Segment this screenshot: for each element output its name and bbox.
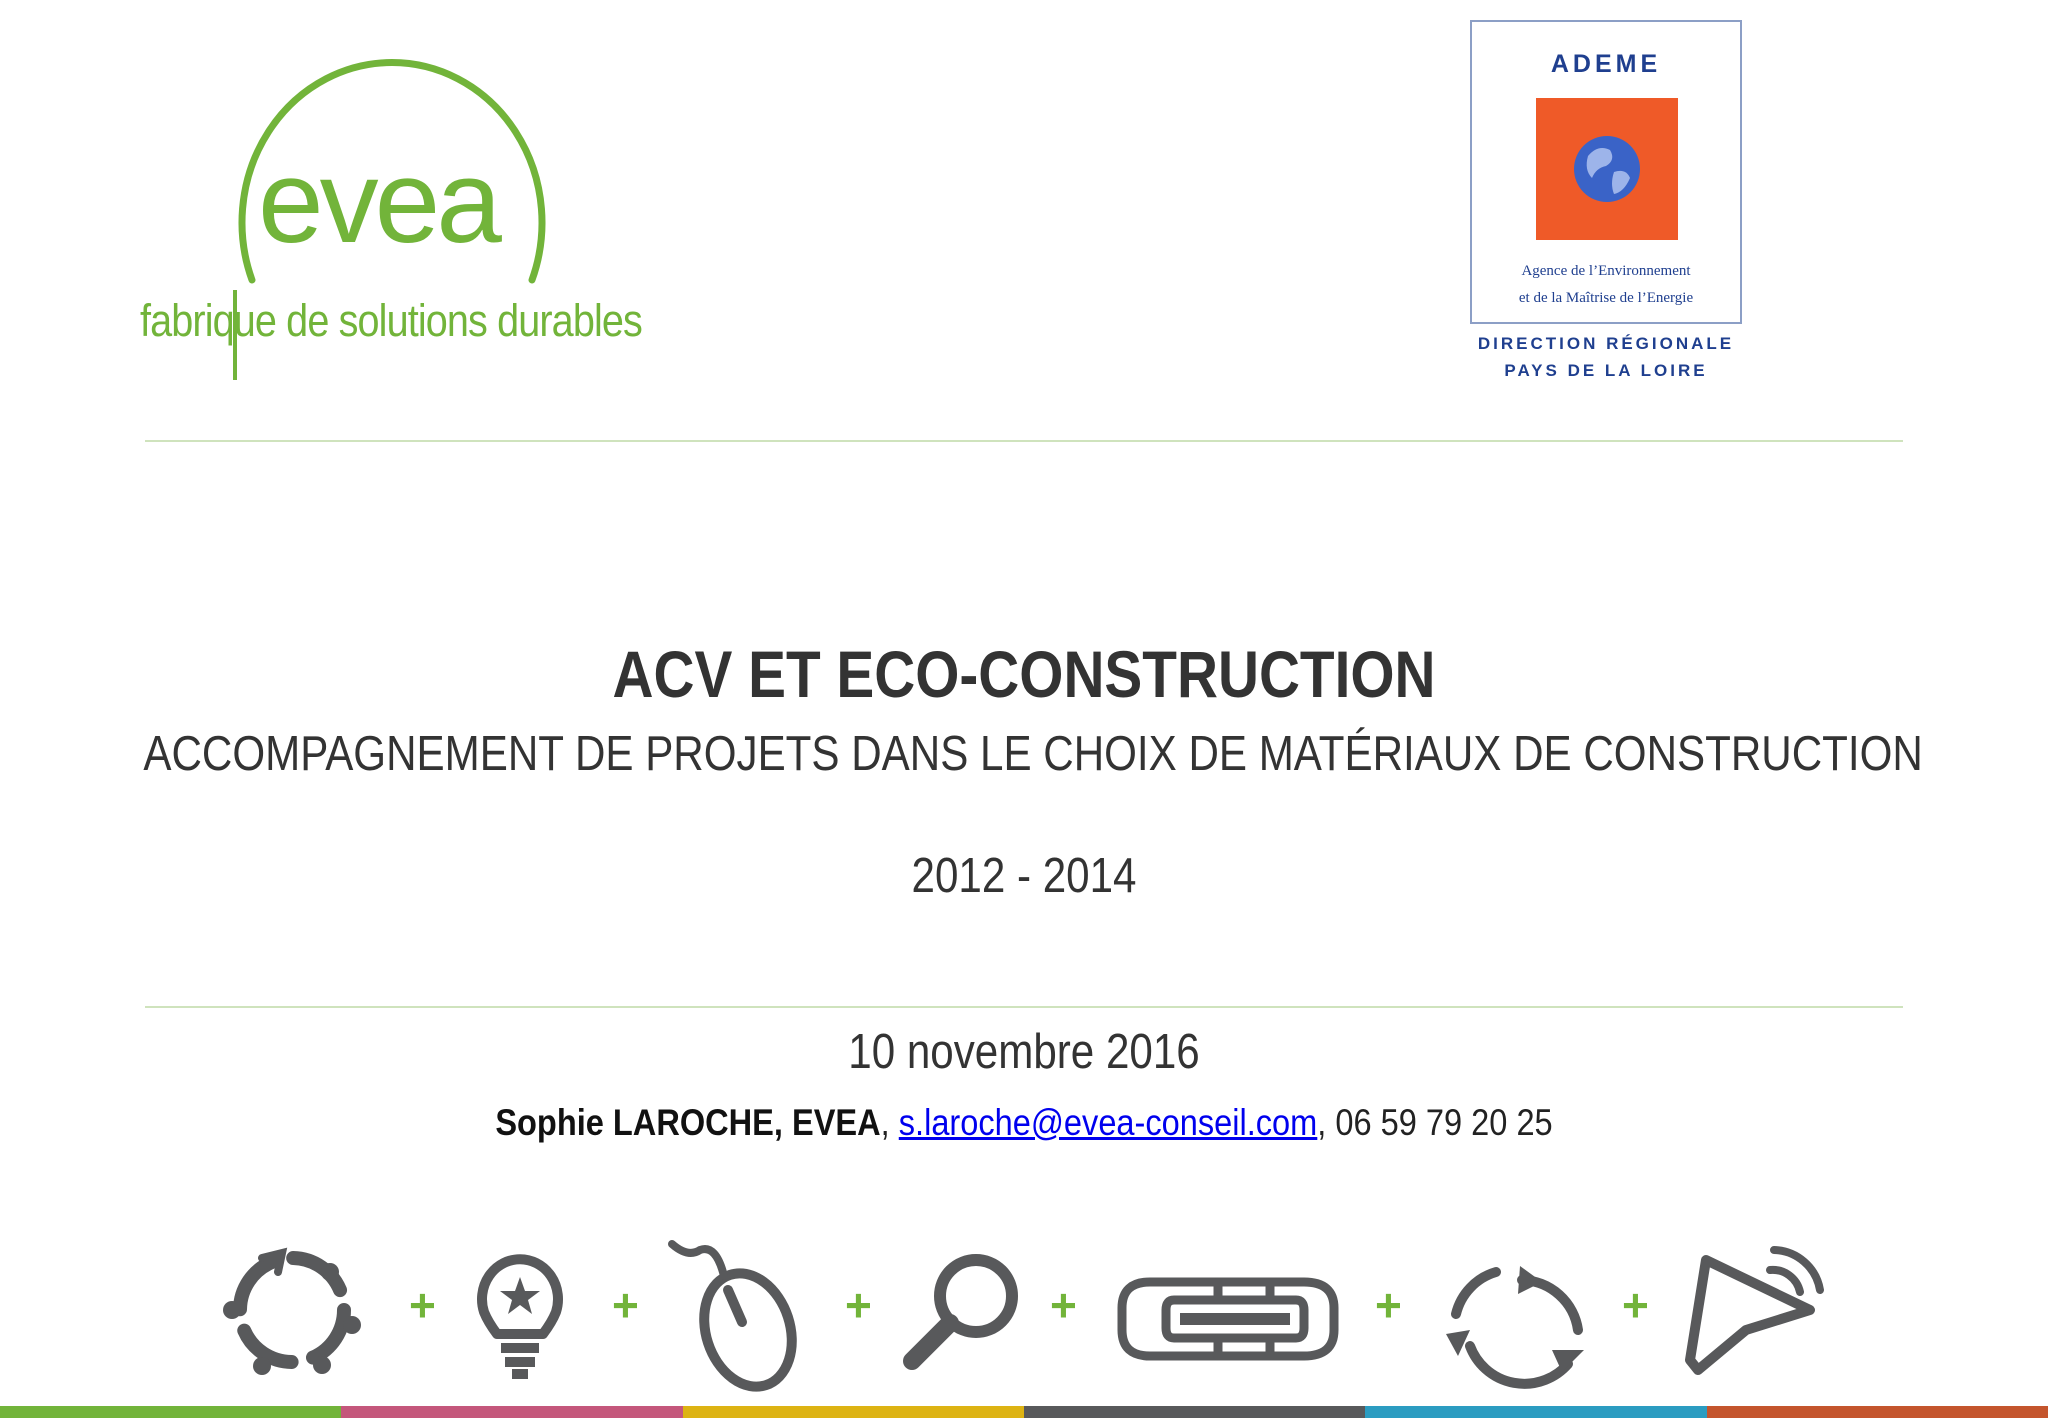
color-stripe-bar xyxy=(0,1406,2048,1418)
lightbulb-icon xyxy=(482,1259,558,1374)
contact-line xyxy=(123,1102,1925,1144)
evea-tagline: fabrique de solutions durables xyxy=(140,295,642,346)
color-stripe xyxy=(683,1406,1024,1418)
collaboration-icon xyxy=(223,1253,361,1375)
plus-sign: + xyxy=(845,1279,872,1331)
globe-icon xyxy=(1536,98,1678,240)
presentation-date: 10 novembre 2016 xyxy=(848,1025,1200,1079)
top-divider xyxy=(145,440,1903,442)
contact-email-link[interactable]: s.laroche@evea-conseil.com xyxy=(898,1102,1318,1143)
contact-separator: , xyxy=(1317,1102,1336,1143)
bottom-divider xyxy=(145,1006,1903,1008)
ademe-agency-line-1: Agence de l’Environnement xyxy=(1521,263,1691,279)
magnifier-icon xyxy=(912,1260,1012,1361)
ademe-logo-frame xyxy=(1470,20,1742,324)
ademe-orange-square xyxy=(1536,98,1678,240)
contact-phone: 06 59 79 20 25 xyxy=(1335,1102,1553,1143)
evea-logo xyxy=(140,55,660,395)
ademe-agency-line-2: et de la Maîtrise de l’Energie xyxy=(1518,290,1694,306)
plus-sign: + xyxy=(1622,1279,1649,1331)
ademe-region-line-1: DIRECTION RÉGIONALE xyxy=(1477,334,1735,353)
evea-wordmark: evea xyxy=(258,136,498,268)
plus-sign: + xyxy=(1375,1279,1402,1331)
color-stripe xyxy=(341,1406,682,1418)
color-stripe xyxy=(1365,1406,1706,1418)
project-years: 2012 - 2014 xyxy=(911,849,1137,903)
ademe-region-line-2: PAYS DE LA LOIRE xyxy=(1504,361,1708,380)
slide-title: ACV ET ECO-CONSTRUCTION xyxy=(612,637,1436,711)
chain-link-icon xyxy=(1122,1282,1334,1356)
plus-sign: + xyxy=(612,1279,639,1331)
plus-sign: + xyxy=(1050,1279,1077,1331)
color-stripe xyxy=(1707,1406,2048,1418)
ademe-region-text xyxy=(1470,330,1742,384)
icon-row xyxy=(0,1225,2048,1395)
mouse-icon xyxy=(672,1244,806,1395)
cycle-arrows-icon xyxy=(1446,1266,1584,1384)
ademe-agency-text xyxy=(1472,258,1740,312)
contact-separator: , xyxy=(880,1102,899,1143)
ademe-logo xyxy=(1470,20,1742,392)
megaphone-icon xyxy=(1690,1250,1820,1370)
color-stripe xyxy=(0,1406,341,1418)
ademe-name: ADEME xyxy=(1550,50,1662,78)
slide-subtitle: ACCOMPAGNEMENT DE PROJETS DANS LE CHOIX DE MATÉRIAUX DE CONSTRUCTION xyxy=(143,727,1923,781)
plus-sign: + xyxy=(409,1279,436,1331)
color-stripe xyxy=(1024,1406,1365,1418)
contact-name: Sophie LAROCHE, EVEA xyxy=(495,1102,881,1143)
